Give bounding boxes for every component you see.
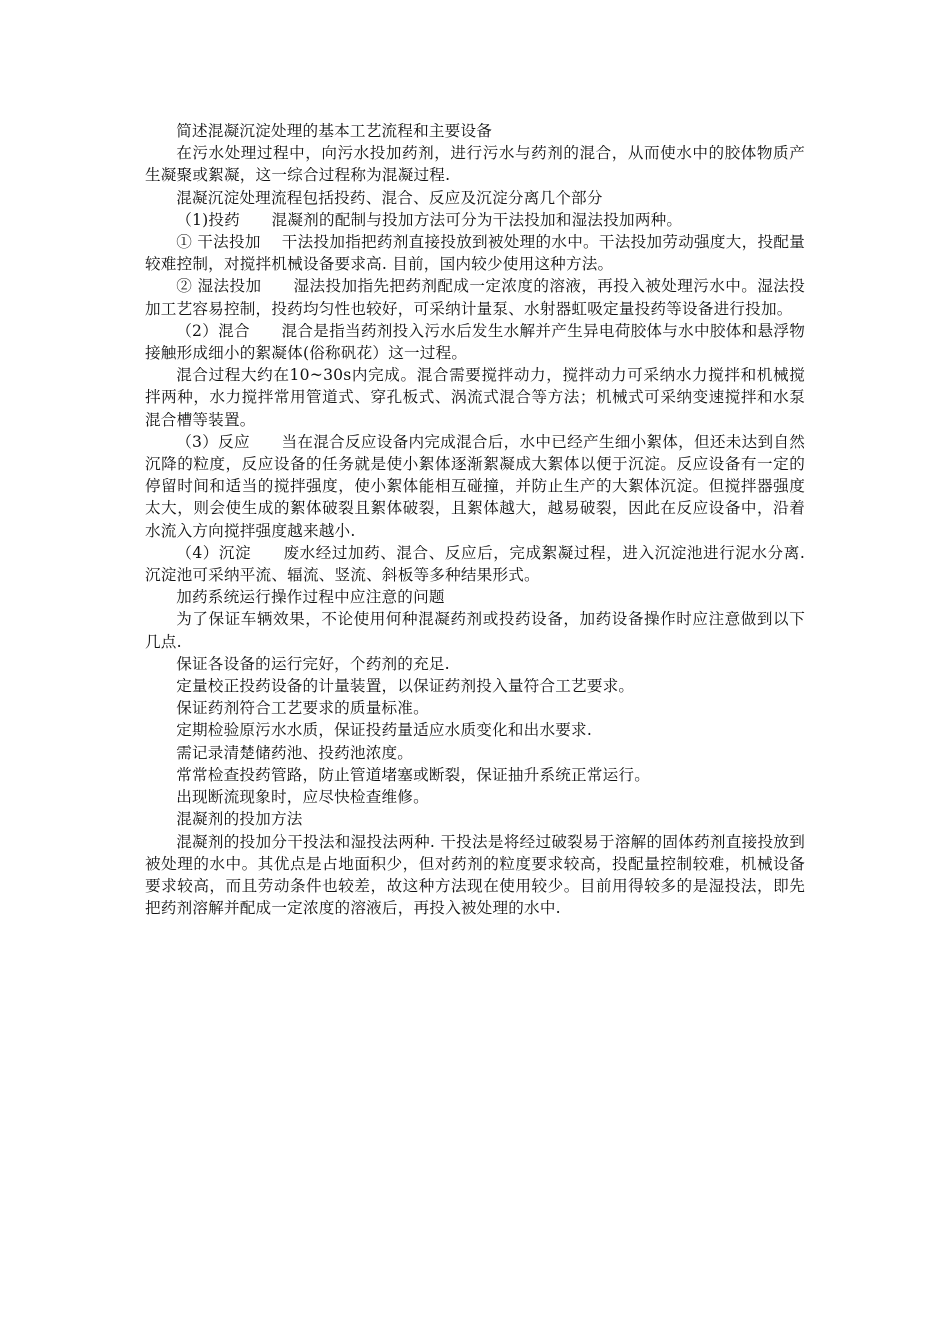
- section-title: 简述混凝沉淀处理的基本工艺流程和主要设备: [176, 122, 493, 140]
- paragraph: （1)投药 混凝剂的配制与投加方法可分为干法投加和湿法投加两种。: [176, 210, 683, 229]
- paragraph: （2）混合 混合是指当药剂投入污水后发生水解并产生异电荷胶体与水中胶体和悬浮物接触形成细小的絮凝体(俗称矾花）这一过程。: [145, 321, 805, 363]
- document-body: [145, 120, 805, 919]
- section-title: 加药系统运行操作过程中应注意的问题: [176, 588, 445, 607]
- paragraph: 混合过程大约在10~30s内完成。混合需要搅拌动力，搅拌动力可采纳水力搅拌和机械搅拌两种，水力搅拌常用管道式、穿孔板式、涡流式混合等方法；机械式可采纳变速搅拌和水泵混合槽等装置。: [145, 366, 805, 429]
- list-item: 定量校正投药设备的计量装置，以保证药剂投入量符合工艺要求。: [176, 677, 635, 696]
- paragraph: 混凝沉淀处理流程包括投药、混合、反应及沉淀分离几个部分: [176, 188, 603, 207]
- section-title: 混凝剂的投加方法: [176, 810, 303, 829]
- list-item: 定期检验原污水水质，保证投药量适应水质变化和出水要求.: [176, 721, 592, 740]
- list-item: 出现断流现象时，应尽快检查维修。: [176, 788, 429, 807]
- paragraph: 混凝剂的投加分干投法和湿投法两种. 干投法是将经过破裂易于溶解的固体药剂直接投放到被处理的水中。其优点是占地面积少，但对药剂的粒度要求较高，投配量控制较难，机械设备要求较高，而且劳动条件也较差，故这种方法现在使用较少。目前用得较多的是湿投法，即先把药剂溶解并配成一定浓度的溶液后，再投入被处理的水中.: [145, 832, 805, 918]
- paragraph: （3）反应 当在混合反应设备内完成混合后，水中已经产生细小絮体，但还未达到自然沉降的粒度，反应设备的任务就是使小絮体逐渐絮凝成大絮体以便于沉淀。反应设备有一定的停留时间和适当的搅拌强度，使小絮体能相互碰撞，并防止生产的大絮体沉淀。但搅拌器强度太大，则会使生成的絮体破裂且絮体破裂，且絮体越大，越易破裂，因此在反应设备中，沿着水流入方向搅拌强度越来越小.: [145, 432, 805, 540]
- paragraph: ① 干法投加 干法投加指把药剂直接投放到被处理的水中。干法投加劳动强度大，投配量较难控制，对搅拌机械设备要求高. 目前，国内较少使用这种方法。: [145, 233, 805, 274]
- list-item: 常常检查投药管路，防止管道堵塞或断裂，保证抽升系统正常运行。: [176, 765, 651, 784]
- paragraph: ② 湿法投加 湿法投加指先把药剂配成一定浓度的溶液，再投入被处理污水中。湿法投加工艺容易控制，投药均匀性也较好，可采纳计量泵、水射器虹吸定量投药等设备进行投加。: [145, 277, 805, 318]
- paragraph: 在污水处理过程中，向污水投加药剂，进行污水与药剂的混合，从而使水中的胶体物质产生凝聚或絮凝，这一综合过程称为混凝过程.: [145, 144, 805, 185]
- paragraph: （4）沉淀 废水经过加药、混合、反应后，完成絮凝过程，进入沉淀池进行泥水分离. 沉淀池可采纳平流、辐流、竖流、斜板等多种结果形式。: [145, 543, 805, 585]
- list-item: 需记录清楚储药池、投药池浓度。: [176, 743, 414, 762]
- list-item: 保证药剂符合工艺要求的质量标准。: [176, 699, 429, 718]
- list-item: 保证各设备的运行完好，个药剂的充足.: [176, 654, 450, 673]
- paragraph: 为了保证车辆效果，不论使用何种混凝药剂或投药设备，加药设备操作时应注意做到以下几点.: [145, 610, 805, 651]
